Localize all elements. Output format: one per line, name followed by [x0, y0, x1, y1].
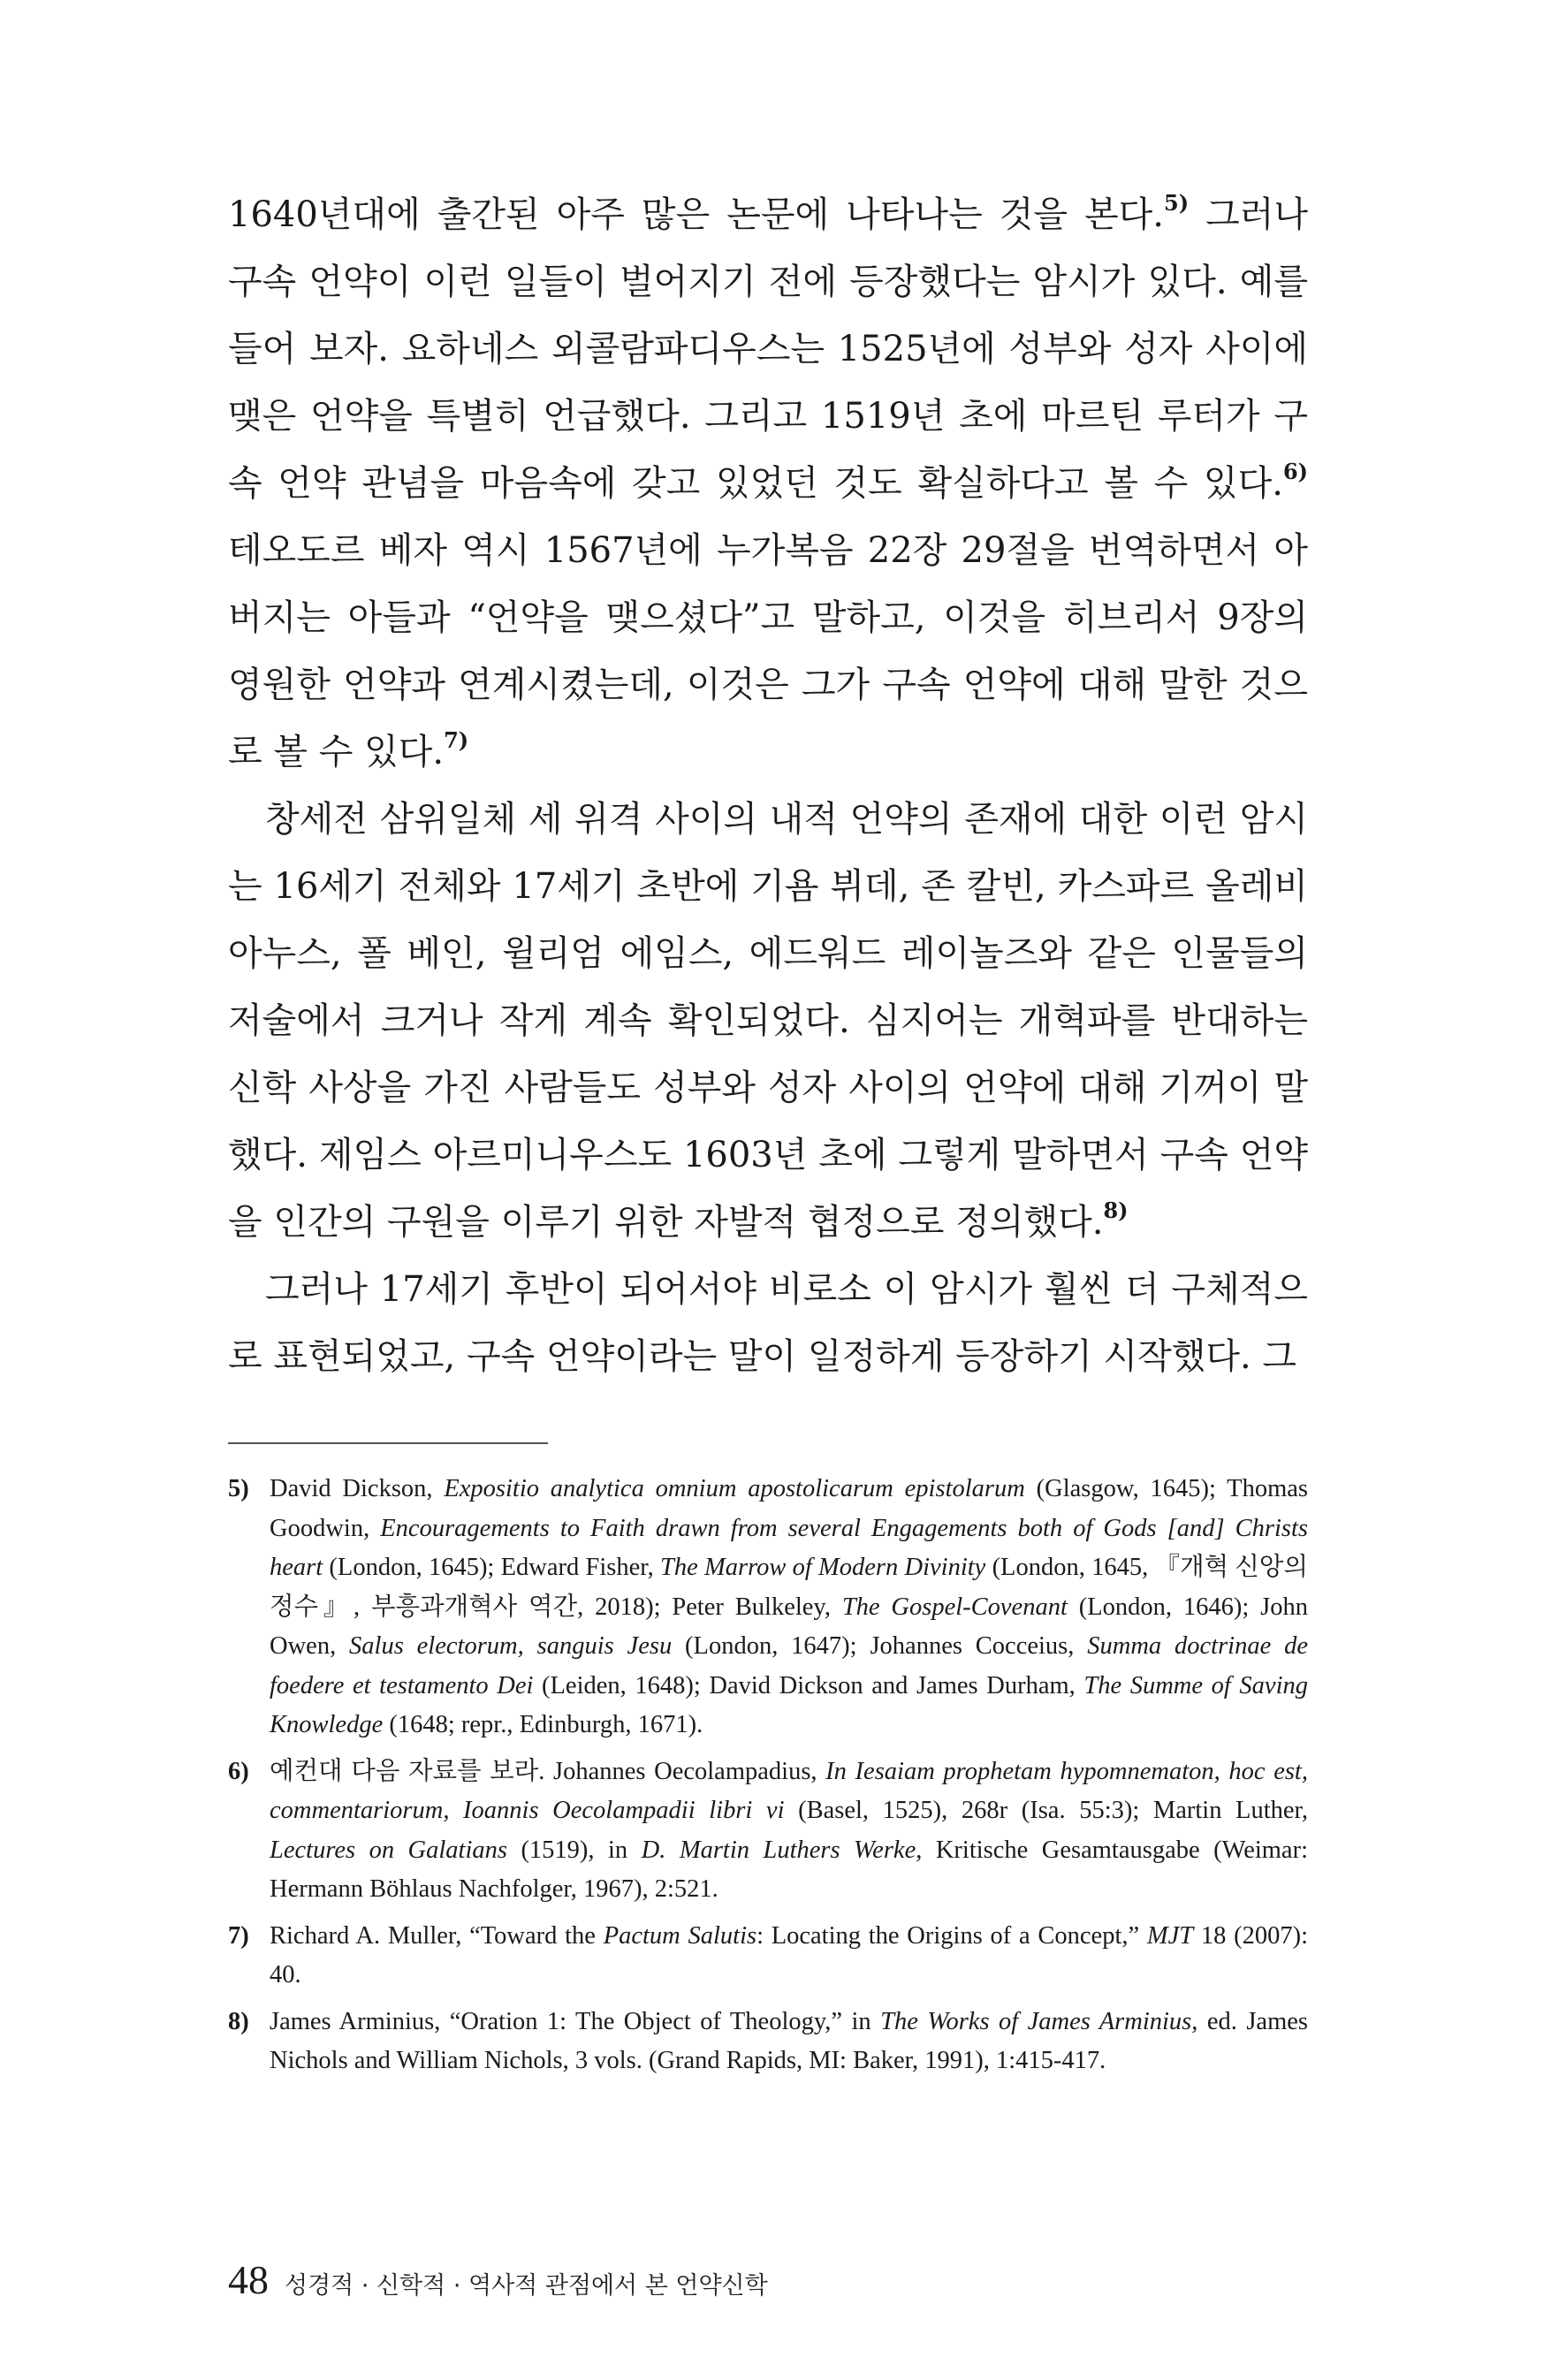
- footnote-segment: (Leiden, 1648); David Dickson and James Durham,: [533, 1671, 1084, 1699]
- footnote-number: 6): [228, 1757, 249, 1785]
- footnote-segment: , Kritische Gesamtausgabe (Weimar: Hermann Böhlaus Nachfolger, 1967), 2:521.: [270, 1836, 1308, 1903]
- footnote-segment: (Glasgow, 1645); Thomas Goodwin,: [270, 1475, 1308, 1542]
- page-number: 48: [228, 2257, 269, 2302]
- footnote-ref-6[interactable]: 6): [1282, 459, 1308, 484]
- paragraph-text: 그러나 구속 언약이 이런 일들이 벌어지기 전에 등장했다는 암시가 있다. 예를 들어 보자. 요하네스 외콜람파디우스는 1525년에 성부와 성자 사이에 맺은 언약을 특별히 언급했다. 그리고 1519년 초에 마르틴 루터가 구속 언약 관념을 마음속에 갖고 있었던 것도 확실하다고 볼 수 있다.: [228, 194, 1308, 504]
- footnote-number: 5): [228, 1475, 249, 1502]
- footnote-number: 7): [228, 1921, 249, 1950]
- footnote: [228, 2003, 1308, 2081]
- italic-title: In Iesaiam prophetam hypomnematon, hoc est, commentariorum, Ioannis Oecolampadii libri vi: [270, 1757, 1308, 1824]
- paragraph-2: [228, 786, 1308, 1256]
- italic-title: MJT: [1146, 1921, 1194, 1950]
- footnote-segment: (1519), in: [506, 1836, 642, 1864]
- italic-title: The Works of James Arminius: [880, 2007, 1192, 2035]
- italic-title: Encouragements to Faith drawn from several Engagements both of Gods [and] Christs heart: [270, 1514, 1308, 1581]
- body-text: [228, 181, 1308, 1390]
- italic-title: Expositio analytica omnium apostolicarum epistolarum: [444, 1475, 1025, 1502]
- footnote-segment: 18 (2007): 40.: [270, 1921, 1309, 1988]
- footnote-segment: (London, 1646); John Owen,: [270, 1593, 1308, 1660]
- footnote-segment: (1648; repr., Edinburgh, 1671).: [383, 1711, 703, 1738]
- paragraph-text: 창세전 삼위일체 세 위격 사이의 내적 언약의 존재에 대한 이런 암시는 16세기 전체와 17세기 초반에 기욤 뷔데, 존 칼빈, 카스파르 올레비아누스, 폴 베인, 윌리엄 에임스, 에드워드 레이놀즈와 같은 인물들의 저술에서 크거나 작게 계속 확인되었다. 심지어는 개혁파를 반대하는 신학 사상을 가진 사람들도 성부와 성자 사이의 언약에 대해 기꺼이 말했다. 제임스 아르미니우스도 1603년 초에 그렇게 말하면서 구속 언약을 인간의 구원을 이루기 위한 자발적 협정으로 정의했다.: [228, 799, 1308, 1243]
- paragraph-1: [228, 181, 1308, 786]
- italic-title: D. Martin Luthers Werke: [641, 1836, 916, 1864]
- footnote: [228, 1753, 1308, 1910]
- italic-title: Summa doctrinae de foedere et testamento Dei: [270, 1632, 1308, 1699]
- footnote-segment: , ed. James Nichols and William Nichols, 3 vols. (Grand Rapids, MI: Baker, 1991), 1:415-417.: [270, 2007, 1308, 2074]
- footnote-segment: Richard A. Muller, “Toward the: [270, 1921, 604, 1950]
- footnote-text: [270, 1917, 1308, 1996]
- italic-title: Pactum Salutis: [603, 1921, 757, 1950]
- italic-title: Lectures on Galatians: [270, 1836, 507, 1864]
- footnote-text: [270, 1753, 1308, 1910]
- italic-title: The Marrow of Modern Divinity: [659, 1554, 986, 1581]
- footnote-segment: (Basel, 1525), 268r (Isa. 55:3); Martin Luther,: [784, 1797, 1309, 1824]
- paragraph-text: 1640년대에 출간된 아주 많은 논문에 나타나는 것을 본다.: [228, 194, 1164, 235]
- footnote: [228, 1470, 1308, 1745]
- paragraph-text: 테오도르 베자 역시 1567년에 누가복음 22장 29절을 번역하면서 아버지는 아들과 “언약을 맺으셨다”고 말하고, 이것을 히브리서 9장의 영원한 언약과 연계시켰는데, 이것은 그가 구속 언약에 대해 말한 것으로 볼 수 있다.: [228, 530, 1308, 772]
- italic-title: Salus electorum, sanguis Jesu: [349, 1632, 673, 1660]
- footnote-segment: (London, 1647); Johannes Cocceius,: [672, 1632, 1088, 1660]
- running-title: 성경적 · 신학적 · 역사적 관점에서 본 언약신학: [285, 2272, 768, 2300]
- footnote-segment: David Dickson,: [270, 1475, 445, 1502]
- footnote-segment: (London, 1645, 『개혁 신앙의 정수』, 부흥과개혁사 역간, 2018); Peter Bulkeley,: [270, 1554, 1308, 1621]
- page-footer: [228, 2256, 768, 2309]
- footnote-segment: 예컨대 다음 자료를 보라. Johannes Oecolampadius,: [270, 1757, 826, 1785]
- footnote-segment: : Locating the Origins of a Concept,”: [756, 1921, 1147, 1950]
- footnote-number: 8): [228, 2007, 249, 2035]
- footnote: [228, 1917, 1308, 1996]
- footnote-text: [270, 1470, 1308, 1745]
- footnote-ref-8[interactable]: 8): [1103, 1198, 1129, 1223]
- italic-title: The Gospel-Covenant: [841, 1593, 1068, 1621]
- footnote-segment: James Arminius, “Oration 1: The Object of Theology,” in: [270, 2007, 881, 2035]
- footnote-divider: [228, 1442, 548, 1444]
- footnotes: [228, 1470, 1308, 2088]
- footnote-ref-7[interactable]: 7): [444, 727, 469, 753]
- italic-title: The Summe of Saving Knowledge: [270, 1671, 1308, 1738]
- paragraph-3: 그러나 17세기 후반이 되어서야 비로소 이 암시가 훨씬 더 구체적으로 표현되었고, 구속 언약이라는 말이 일정하게 등장하기 시작했다. 그: [228, 1269, 1308, 1377]
- footnote-segment: (London, 1645); Edward Fisher,: [323, 1554, 660, 1581]
- footnote-text: [270, 2003, 1308, 2081]
- footnote-ref-5[interactable]: 5): [1164, 190, 1190, 216]
